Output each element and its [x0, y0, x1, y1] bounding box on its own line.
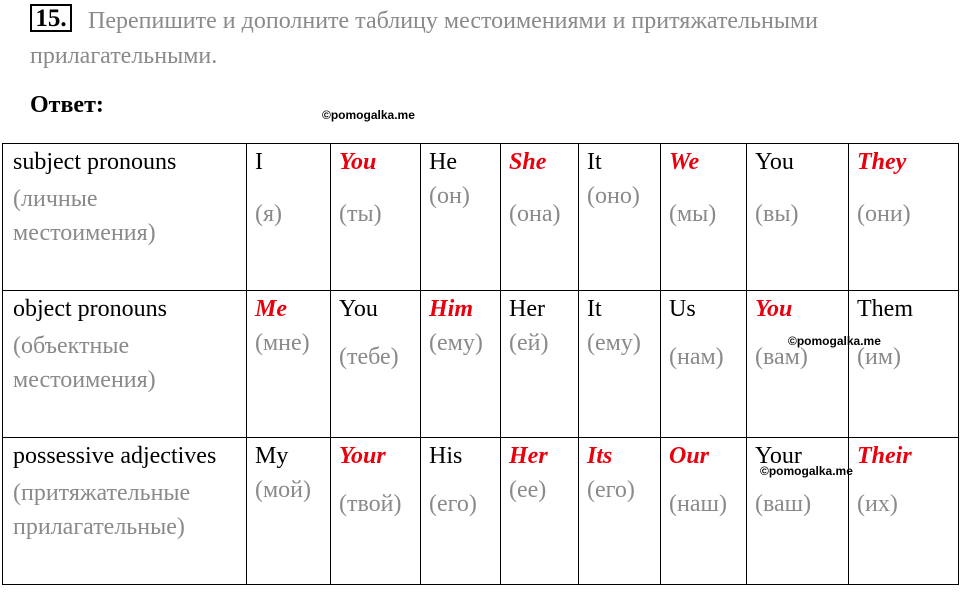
row-label-russian: (объектные местоимения): [13, 333, 156, 393]
watermark: ©pomogalka.me: [760, 464, 853, 478]
row-label-cell: [3, 144, 247, 291]
filled-answer: You: [339, 149, 377, 175]
pronoun-cell: [247, 438, 331, 585]
filled-answer: Me: [255, 296, 287, 322]
given-word: It: [587, 296, 602, 322]
given-word: You: [339, 296, 378, 322]
russian-translation: (ему): [587, 330, 641, 356]
pronoun-cell: [661, 291, 747, 438]
russian-translation: (я): [255, 201, 283, 227]
filled-answer: Him: [429, 296, 474, 322]
pronoun-cell: [579, 291, 661, 438]
pronoun-cell: [501, 291, 579, 438]
given-word: Her: [509, 296, 545, 322]
russian-translation: (наш): [669, 491, 727, 517]
pronoun-cell: [747, 438, 849, 585]
filled-answer: Our: [669, 443, 710, 469]
table-row: [3, 291, 959, 438]
russian-translation: (его): [587, 477, 635, 503]
watermark: ©pomogalka.me: [788, 334, 881, 348]
given-word: His: [429, 443, 463, 469]
filled-answer: Her: [509, 443, 548, 469]
russian-translation: (ему): [429, 330, 483, 356]
given-word: Your: [755, 443, 802, 469]
pronoun-cell: [247, 291, 331, 438]
pronouns-table: [2, 143, 959, 585]
russian-translation: (вы): [755, 201, 799, 227]
pronoun-cell: [331, 438, 421, 585]
filled-answer: We: [669, 149, 700, 175]
row-label-english: subject pronouns: [13, 149, 177, 175]
table-row: [3, 438, 959, 585]
pronoun-cell: [331, 291, 421, 438]
pronoun-cell: [501, 438, 579, 585]
filled-answer: Its: [587, 443, 613, 469]
table-row: [3, 144, 959, 291]
russian-translation: (нам): [669, 344, 724, 370]
pronoun-cell: [421, 438, 501, 585]
given-word: My: [255, 443, 289, 469]
filled-answer: Your: [339, 443, 386, 469]
row-label-cell: [3, 291, 247, 438]
russian-translation: (вам): [755, 344, 808, 370]
table-body: [3, 144, 959, 585]
filled-answer: They: [857, 149, 907, 175]
row-label-english: object pronouns: [13, 296, 167, 322]
pronoun-cell: [747, 144, 849, 291]
filled-answer: Their: [857, 443, 912, 469]
pronoun-cell: [661, 438, 747, 585]
pronoun-cell: [579, 438, 661, 585]
exercise-instruction: Перепишите и дополните таблицу местоимениями и притяжательными прилагательными.: [30, 8, 819, 69]
pronoun-cell: [421, 291, 501, 438]
given-word: I: [255, 149, 263, 175]
russian-translation: (мой): [255, 477, 312, 503]
filled-answer: She: [509, 149, 547, 175]
russian-translation: (ты): [339, 201, 382, 227]
filled-answer: You: [755, 296, 793, 322]
russian-translation: (мы): [669, 201, 717, 227]
pronoun-cell: [747, 291, 849, 438]
russian-translation: (мне): [255, 330, 310, 356]
russian-translation: (она): [509, 201, 561, 227]
row-label-russian: (личные местоимения): [13, 186, 156, 246]
pronoun-cell: [579, 144, 661, 291]
russian-translation: (тебе): [339, 344, 399, 370]
russian-translation: (их): [857, 491, 898, 517]
given-word: You: [755, 149, 794, 175]
pronoun-cell: [849, 291, 959, 438]
row-label-cell: [3, 438, 247, 585]
pronoun-cell: [331, 144, 421, 291]
russian-translation: (оно): [587, 183, 640, 209]
russian-translation: (твой): [339, 491, 402, 517]
given-word: He: [429, 149, 457, 175]
row-label-russian: (притяжательные прилагательные): [13, 480, 191, 540]
pronoun-cell: [661, 144, 747, 291]
russian-translation: (ей): [509, 330, 549, 356]
pronoun-cell: [421, 144, 501, 291]
russian-translation: (ваш): [755, 491, 812, 517]
russian-translation: (им): [857, 344, 902, 370]
watermark: ©pomogalka.me: [322, 108, 415, 122]
russian-translation: (они): [857, 201, 911, 227]
given-word: Them: [857, 296, 913, 322]
pronoun-cell: [849, 144, 959, 291]
answer-label: Ответ:: [30, 92, 104, 118]
given-word: It: [587, 149, 602, 175]
pronoun-cell: [501, 144, 579, 291]
russian-translation: (его): [429, 491, 477, 517]
row-label-english: possessive adjectives: [13, 443, 217, 469]
pronoun-cell: [247, 144, 331, 291]
russian-translation: (ее): [509, 477, 547, 503]
exercise-number: 15.: [30, 4, 72, 32]
russian-translation: (он): [429, 183, 470, 209]
given-word: Us: [669, 296, 696, 322]
pronoun-cell: [849, 438, 959, 585]
